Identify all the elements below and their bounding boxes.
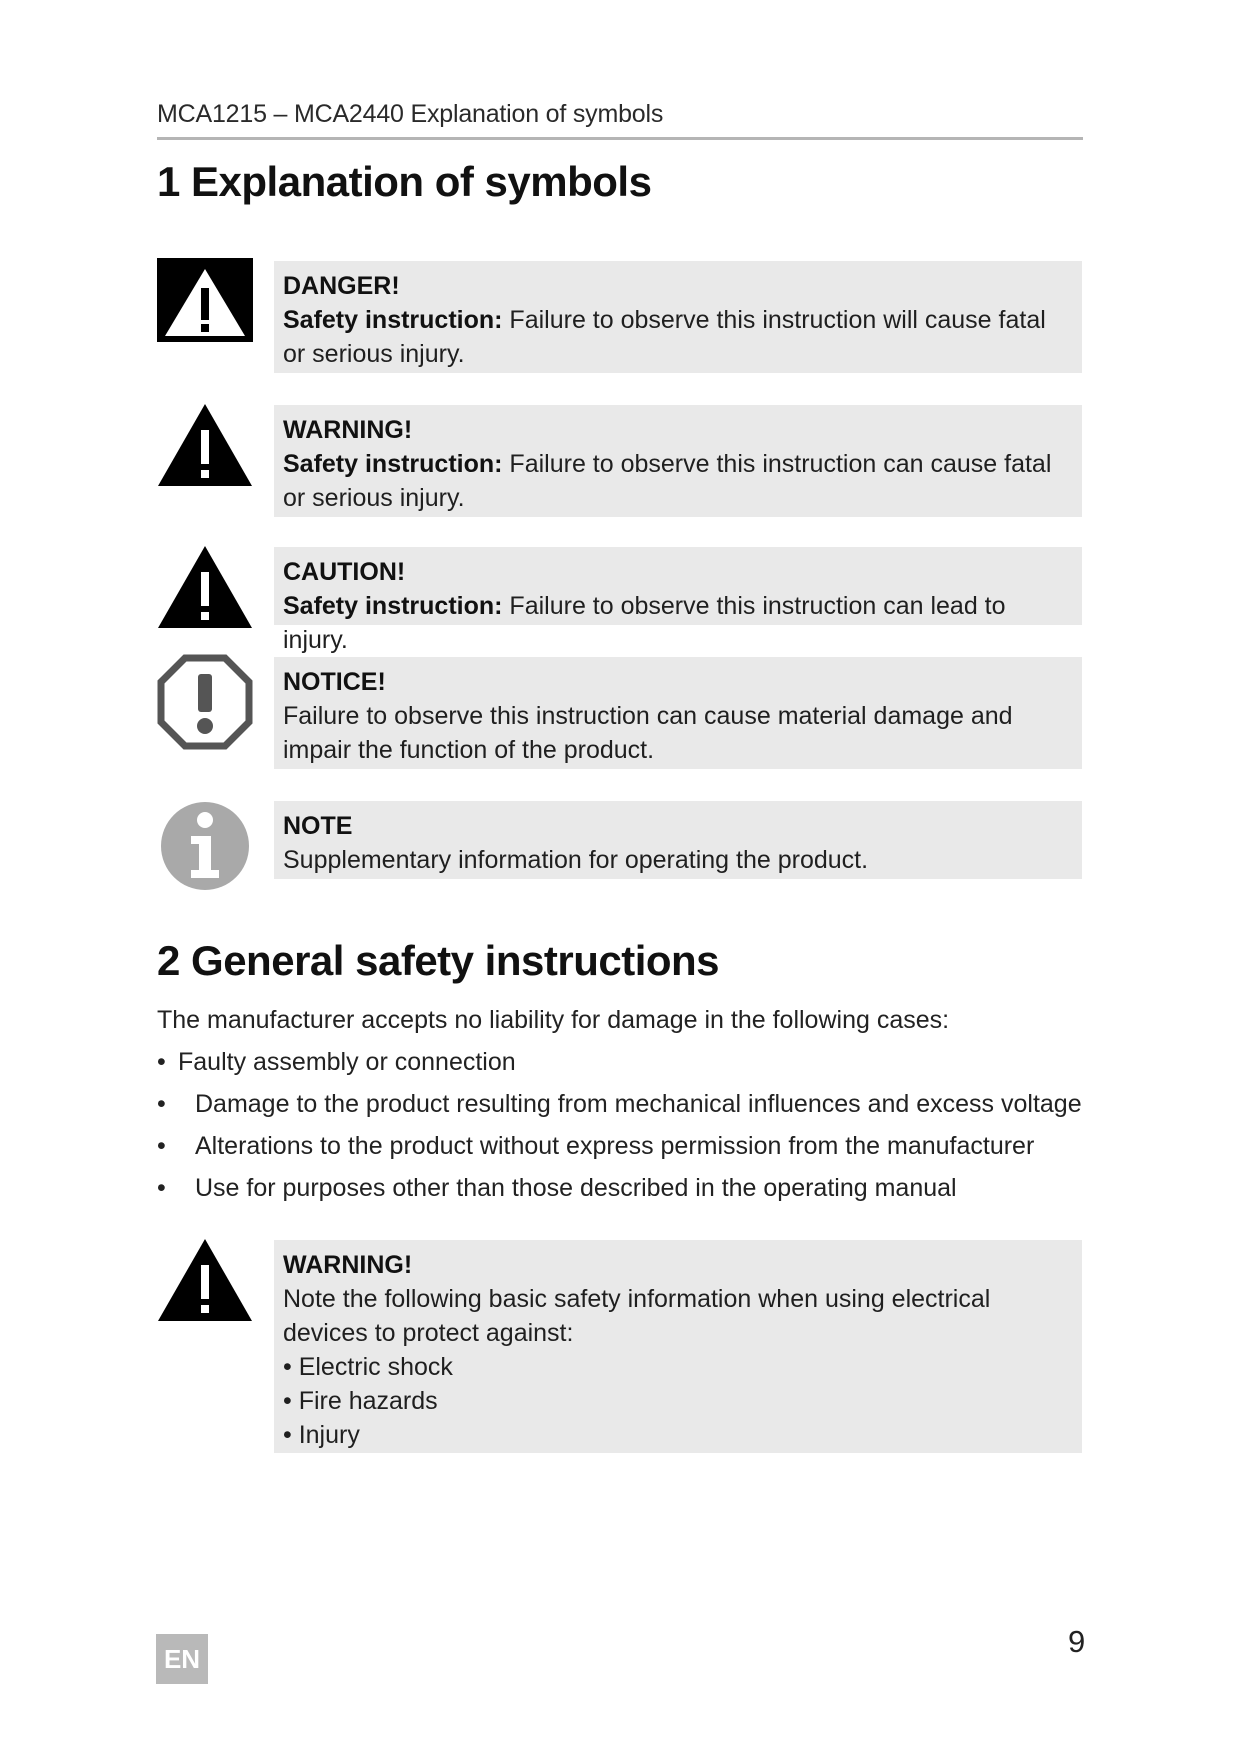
warning-box (274, 405, 1082, 517)
danger-triangle-boxed-icon (157, 258, 253, 354)
list-item (157, 1048, 516, 1077)
notice-octagon-icon (157, 654, 253, 750)
danger-text: Failure to observe this instruction will cause fatal or serious injury. (283, 306, 1046, 368)
caution-label: Safety instruction: (283, 592, 503, 620)
general-warning-title: WARNING! (283, 1251, 413, 1279)
notice-box (274, 657, 1082, 769)
bullet-dot: • (157, 1048, 166, 1076)
caution-triangle-icon (157, 544, 253, 640)
notice-text: Failure to observe this instruction can cause material damage and impair the function of the product. (283, 702, 1013, 764)
bullet-dot: • (157, 1132, 166, 1160)
list-item (157, 1132, 1034, 1161)
running-header: MCA1215 – MCA2440 Explanation of symbols (157, 100, 664, 128)
warning-text: Failure to observe this instruction can cause fatal or serious injury. (283, 450, 1052, 512)
list-item-text: Faulty assembly or connection (178, 1048, 516, 1076)
list-item-text: Alterations to the product without express permission from the manufacturer (195, 1132, 1035, 1160)
list-item (157, 1090, 1082, 1119)
danger-label: Safety instruction: (283, 306, 503, 334)
list-item-text: Damage to the product resulting from mechanical influences and excess voltage (195, 1090, 1082, 1118)
danger-title: DANGER! (283, 272, 400, 300)
warning-triangle-icon (157, 1237, 253, 1333)
note-box (274, 801, 1082, 879)
caution-title: CAUTION! (283, 558, 406, 586)
header-rule (157, 137, 1083, 140)
caution-box (274, 547, 1082, 654)
caution-text: Failure to observe this instruction can lead to injury. (283, 592, 1006, 654)
general-warning-box (274, 1240, 1082, 1453)
hazard-item: • Electric shock (283, 1353, 453, 1381)
bullet-dot: • (157, 1090, 166, 1118)
warning-title: WARNING! (283, 416, 413, 444)
hazard-item: • Injury (283, 1421, 360, 1449)
notice-title: NOTICE! (283, 668, 386, 696)
liability-intro: The manufacturer accepts no liability for damage in the following cases: (157, 1006, 950, 1034)
note-text: Supplementary information for operating the product. (283, 846, 869, 874)
section-heading-general-safety: 2 General safety instructions (157, 937, 720, 984)
list-item-text: Use for purposes other than those described in the operating manual (195, 1174, 957, 1202)
info-icon (157, 798, 253, 894)
danger-box (274, 261, 1082, 373)
warning-label: Safety instruction: (283, 450, 503, 478)
section-heading-symbols: 1 Explanation of symbols (157, 158, 652, 205)
note-title: NOTE (283, 812, 353, 840)
page-number: 9 (1068, 1624, 1086, 1659)
bullet-dot: • (157, 1174, 166, 1202)
hazard-item-text: Fire hazards (298, 1387, 438, 1415)
hazard-item: • Fire hazards (283, 1387, 438, 1415)
warning-triangle-icon (157, 402, 253, 498)
language-badge: EN (156, 1634, 208, 1684)
hazard-item-text: Injury (298, 1421, 360, 1449)
list-item (157, 1174, 957, 1203)
general-warning-text: Note the following basic safety information when using electrical devices to protect against: (283, 1285, 991, 1347)
hazard-item-text: Electric shock (298, 1353, 453, 1381)
